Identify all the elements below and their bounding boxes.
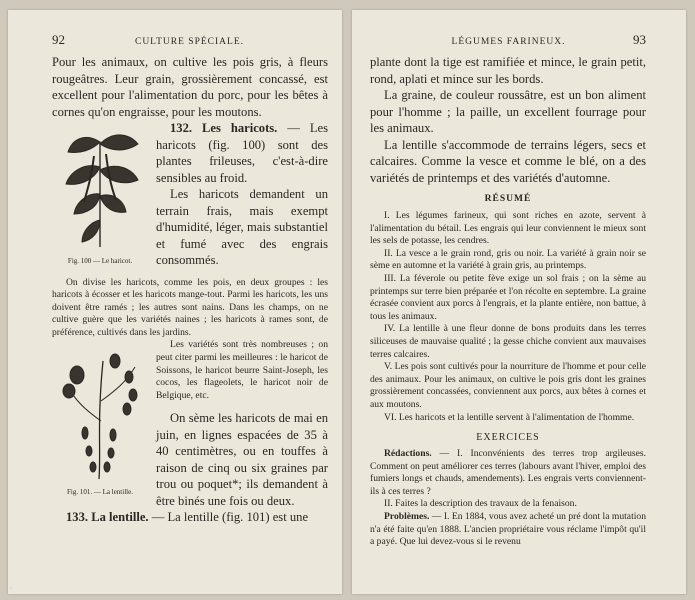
resume-item-3: III. La féverole ou petite fève exige un sol frais ; on la sème au printemps sur terre bien préparée et l'on récolte en septembre. La graine écrasée convient aux porcs à l'engrais, et la plante entière, non battue, à tous les animaux. [370,272,646,322]
left-running-title: CULTURE SPÉCIALE. [134,37,245,47]
left-header [52,32,328,48]
section-132-text: — Les haricots (fig. 100) sont des plantes frileuses, c'est-à-dire sensibles au froid. [156,121,329,185]
problemes-text: — I. En 1884, vous avez acheté un pré dont la mutation n'a été faite qu'en 1888. L'ancien propriétaire vous réclame l'impôt qu'il a payé. Que lui devez-vous si le revenu [370,511,646,548]
right-page [352,10,686,594]
resume-item-5: V. Les pois sont cultivés pour la nourriture de l'homme et pour celle des animaux. Pour les animaux, on cultive le pois gris dont les graines grossièrement concassées, conviennent aux porcs, aux bêtes à cornes et aux moutons. [370,361,646,410]
left-para-groupes: On divise les haricots, comme les pois, en deux groupes : les haricots à écosser et les haricots mange-tout. Parmi les haricots, les uns doivent être ramés ; les autres sont nains. Dans les champs, on ne cultive guère que les variétés naines ; les haricots à rames sont, de préférence, cultivés dans les jardins. [52,276,328,338]
right-para-graine: La graine, de couleur roussâtre, est un bon aliment pour l'homme ; la paille, un excellent fourrage pour les animaux. [370,88,646,135]
redactions-label: Rédactions. [384,448,432,460]
resume-item-1: I. Les légumes farineux, qui sont riches en azote, servent à l'alimentation du bétail. Les engrais qui leur conviennent le mieux sont les sels de potasse, les cendres. [370,210,646,247]
haricot-illustration [54,122,146,250]
right-running-title: LÉGUMES FARINEUX. [451,37,566,47]
figure-lentille [52,341,148,496]
left-para-varietes: Les variétés sont très nombreuses ; on peut citer parmi les meilleures : le haricot de Soissons, le haricot beurre Saint-Joseph, les cocos, les flageolets, le haricot noir de Belgique, etc. [156,339,328,401]
figure-haricot [52,122,148,265]
right-para-tige: plante dont la tige est ramifiée et mince, le grain petit, rond, aplati et mince sur les bords. [370,55,646,86]
resume-item-2: II. La vesce a le grain rond, gris ou noir. La variété à grain noir se sème en automne et la variété à grain gris, au printemps. [370,247,646,272]
figure-lentille-caption: Fig. 101. — La lentille. [67,488,133,497]
figure-haricot-caption: Fig. 100 — Le haricot. [67,257,133,265]
left-page [8,10,342,594]
redactions [370,448,646,498]
left-para-terrain: Les haricots demandent un terrain frais, mais exempt d'humidité, léger, mais substantiel et fumé avec des engrais consommés. [156,187,328,267]
redactions-II: II. Faites la description des travaux de la fenaison. [384,498,577,510]
section-133 [52,509,328,526]
redactions-text: — I. Inconvénients des terres trop argileuses. Comment on peut améliorer ces terres (labours avant l'hiver, emploi des fumiers longs et chauds, amendements). Les engrais verts conviennent-ils à ces terres ? [370,448,647,497]
lentille-illustration [55,341,145,481]
resume-title: RÉSUMÉ [484,194,532,204]
problemes-label: Problèmes. [384,511,430,523]
right-page-number: 93 [633,32,646,47]
right-header [370,32,646,48]
right-para-terrains: La lentille s'accommode de terrains légers, secs et calcaires. Comme la vesce et comme le blé, on a des variétés de printemps et des variétés d'automne. [370,137,646,185]
left-para-semis: On sème les haricots de mai en juin, en lignes espacées de 35 à 40 centimètres, ou en touffes à raison de cinq ou six graines par trou ou poquet*; ils demandent à être binés une fois ou deux. [156,411,328,508]
section-132-heading: 132. Les haricots. [170,121,278,135]
resume-item-4: IV. La lentille à une fleur donne de bons produits dans les terres siliceuses de mauvaise qualité ; la gesse chiche convient aux mauvaises terres calcaires. [370,323,646,360]
section-133-heading: 133. La lentille. [66,510,149,525]
left-page-number: 92 [52,32,65,47]
resume-item-6: VI. Les haricots et la lentille servent à l'alimentation de l'homme. [384,411,635,423]
scan-mark: · [10,586,12,592]
problemes [370,511,646,549]
section-133-text: — La lentille (fig. 101) est une [148,510,309,525]
left-para-pois-gris: Pour les animaux, on cultive les pois gris, à fleurs rougeâtres. Leur grain, grossièrement concassé, est excellent pour l'alimentation du porc, pour les bêtes à cornes qu'on engraisse, pour les moutons. [52,55,328,119]
exercices-title: EXERCICES [476,432,540,444]
